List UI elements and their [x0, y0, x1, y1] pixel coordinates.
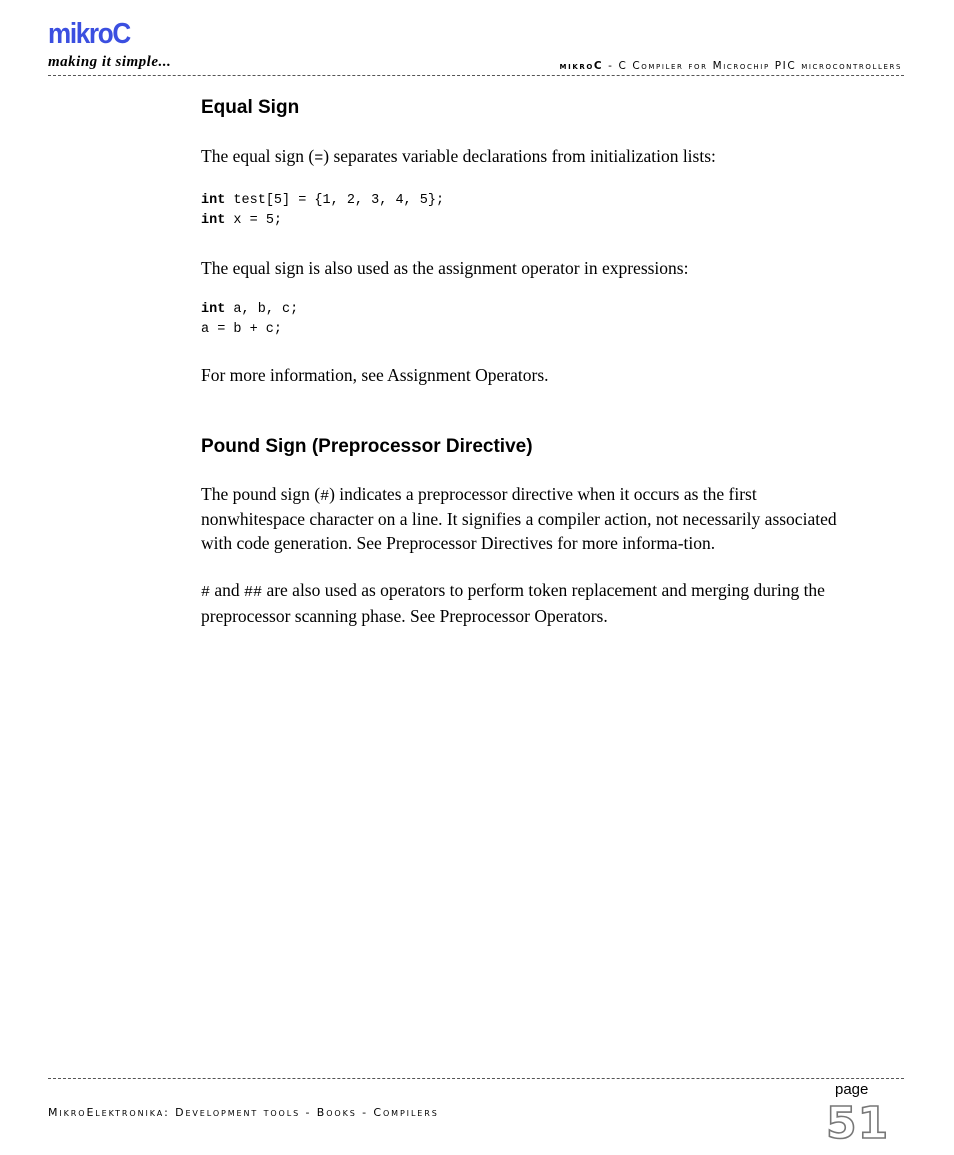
text-fragment: The pound sign ( [201, 483, 321, 504]
tagline: making it simple... [48, 54, 172, 70]
equal-sign-intro-paragraph [201, 145, 841, 171]
page-label: page [835, 1081, 869, 1098]
inline-code: # [201, 584, 211, 601]
text-fragment: The equal sign ( [201, 146, 315, 166]
code-text: a, b, c; [225, 302, 299, 317]
mikroc-logo: mikroC [48, 18, 130, 50]
header-title [560, 60, 902, 72]
page-number: 51 [826, 1098, 890, 1149]
text-fragment: and [210, 580, 245, 600]
page-content [201, 96, 841, 628]
code-block-assignment [201, 300, 841, 340]
code-text: test[5] = {1, 2, 3, 4, 5}; [225, 192, 445, 208]
code-text: a = b + c; [201, 322, 283, 337]
inline-code: # [320, 487, 330, 505]
code-keyword: int [201, 212, 226, 228]
token-operators-paragraph [201, 579, 841, 628]
code-block-declarations [201, 191, 841, 231]
code-text: x = 5; [225, 212, 283, 228]
footer-divider [48, 1078, 904, 1079]
header-title-rest: - C Compiler for Microchip PIC microcontrollers [603, 60, 902, 72]
footer-text: MikroElektronika: Development tools - Books - Compilers [48, 1106, 439, 1119]
code-keyword: int [201, 192, 226, 208]
pound-sign-paragraph [201, 483, 841, 556]
text-fragment: are also used as operators to perform token replacement and merging during the preprocessor scanning phase. See Preprocessor Operators. [201, 580, 825, 626]
inline-code: ## [244, 584, 263, 601]
more-info-paragraph: For more information, see Assignment Operators. [201, 365, 549, 385]
section-heading-pound-sign: Pound Sign (Preprocessor Directive) [201, 435, 533, 457]
text-fragment: ) separates variable declarations from initialization lists: [323, 146, 716, 166]
inline-code: = [314, 150, 324, 167]
section-heading-equal-sign: Equal Sign [201, 97, 300, 118]
code-keyword: int [201, 302, 226, 317]
header-divider [48, 75, 904, 76]
header-title-brand: mikroC [559, 60, 604, 72]
text-fragment: ) indicates a preprocessor directive when it occurs as the first nonwhitespace character on a line. It signifies a compiler action, not necessarily associated with code generation. See Preprocessor Directives for more informa-tion. [201, 483, 837, 553]
assignment-paragraph: The equal sign is also used as the assignment operator in expressions: [201, 257, 689, 278]
